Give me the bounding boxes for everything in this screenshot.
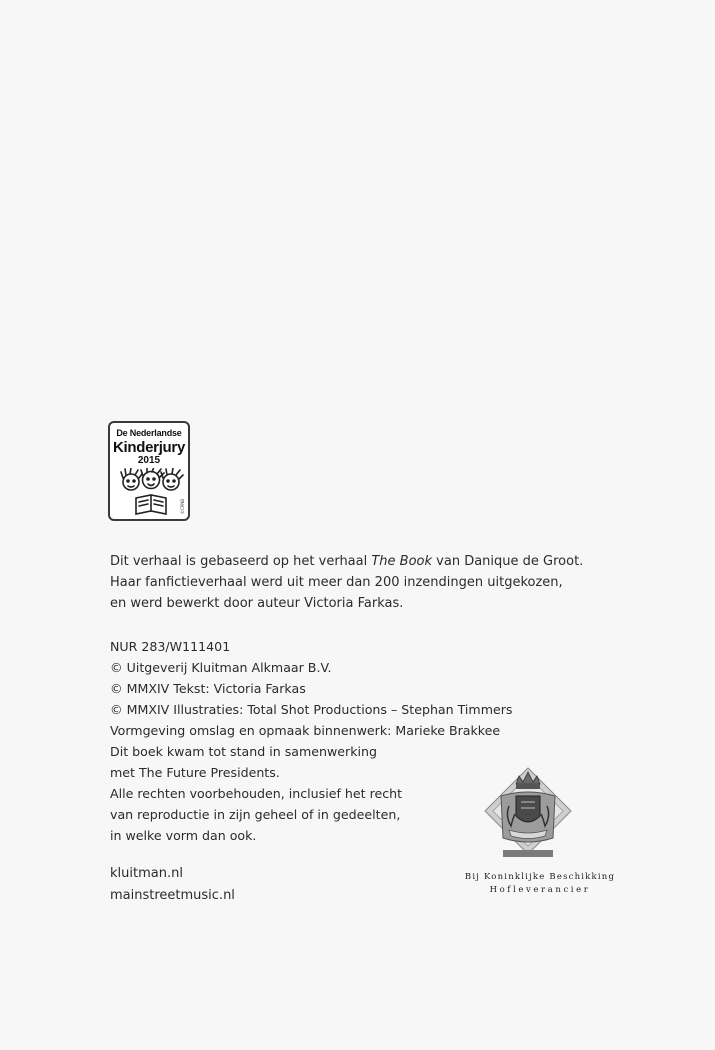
credit-line: Vormgeving omslag en opmaak binnenwerk: Marieke Brakkee xyxy=(110,723,501,738)
credit-line: Dit boek kwam tot stand in samenwerking xyxy=(110,744,377,759)
intro-line-2: Haar fanfictieverhaal werd uit meer dan 200 inzendingen uitgekozen, xyxy=(110,575,563,590)
royal-crest-icon xyxy=(483,766,573,866)
colophon-credits xyxy=(110,636,512,846)
badge-line-1: De Nederlandse xyxy=(116,428,182,438)
kinderjury-badge xyxy=(108,421,190,521)
svg-text:©CPNB: ©CPNB xyxy=(180,499,185,514)
intro-line-1 xyxy=(110,551,583,572)
kinderjury-logo-icon xyxy=(114,468,188,518)
badge-year: 2015 xyxy=(137,455,161,466)
intro-line-1-suffix: van Danique de Groot. xyxy=(432,554,584,569)
intro-line-3: en werd bewerkt door auteur Victoria Farkas. xyxy=(110,596,404,611)
intro-line-1-prefix: Dit verhaal is gebaseerd op het verhaal xyxy=(110,554,372,569)
royal-warrant-line-2: Hofleverancier xyxy=(489,885,591,895)
credit-line: Alle rechten voorbehouden, inclusief het recht xyxy=(110,786,403,801)
credit-line: in welke vorm dan ook. xyxy=(110,828,257,843)
credit-line: NUR 283/W111401 xyxy=(110,639,231,654)
credit-line: © Uitgeverij Kluitman Alkmaar B.V. xyxy=(110,660,332,675)
intro-paragraph xyxy=(110,551,583,614)
publisher-links xyxy=(110,863,235,907)
credit-line: met The Future Presidents. xyxy=(110,765,280,780)
royal-warrant-line-1: Bij Koninklijke Beschikking xyxy=(464,872,616,882)
credit-line: © MMXIV Tekst: Victoria Farkas xyxy=(110,681,306,696)
credit-line: van reproductie in zijn geheel of in gedeelten, xyxy=(110,807,401,822)
credit-line: © MMXIV Illustraties: Total Shot Productions – Stephan Timmers xyxy=(110,702,513,717)
book-title: The Book xyxy=(371,554,433,569)
link-kluitman[interactable]: kluitman.nl xyxy=(110,866,183,881)
link-mainstreetmusic[interactable]: mainstreetmusic.nl xyxy=(110,888,235,903)
badge-line-2: Kinderjury xyxy=(112,439,185,456)
